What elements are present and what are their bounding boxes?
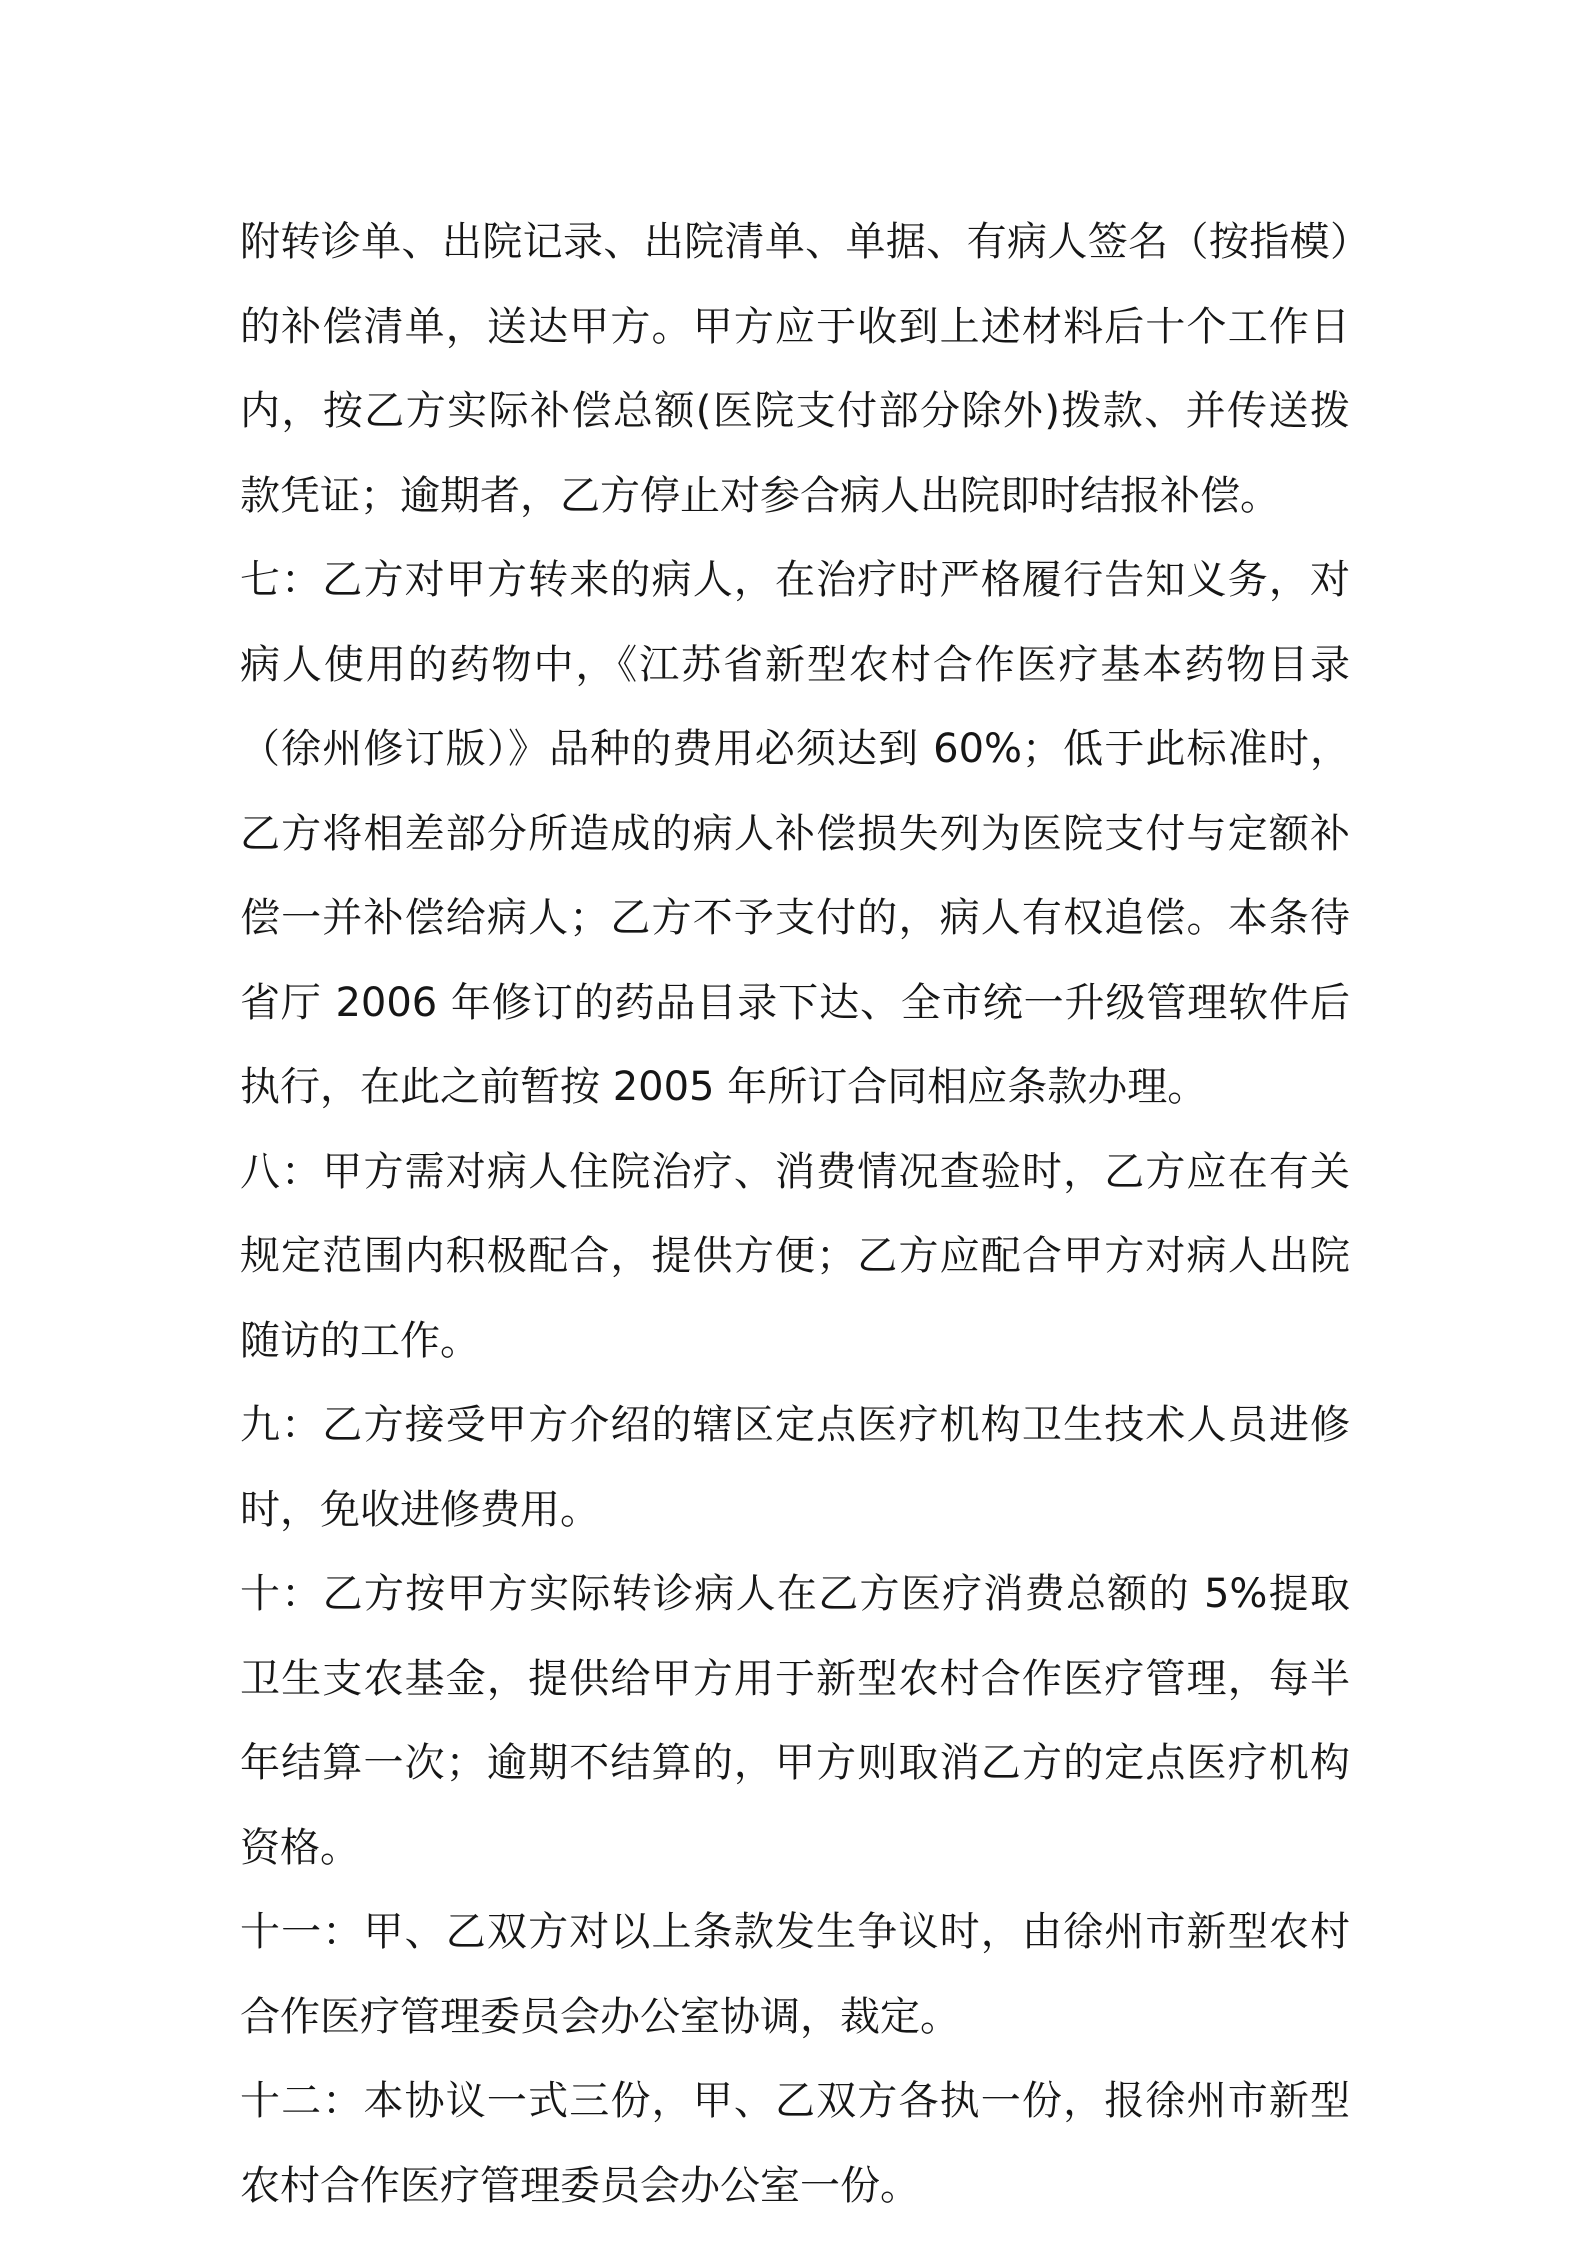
clause-8-inspection: 八：甲方需对病人住院治疗、消费情况查验时，乙方应在有关规定范围内积极配合，提供方便；乙方应配合甲方对病人出院随访的工作。 bbox=[240, 1148, 1350, 1364]
clause-7-drug-list: 七：乙方对甲方转来的病人，在治疗时严格履行告知义务，对病人使用的药物中，《江苏省新型农村合作医疗基本药物目录（徐州修订版）》品种的费用必须达到 60%；低于此标准时，乙方将相差部分所造成的病人补偿损失列为医院支付与定额补偿一并补偿给病人；乙方不予支付的，病人有权追偿。本条待省厅 2006 年修订的药品目录下达、全市统一升级管理软件后执行，在此之前暂按 2005 年所订合同相应条款办理。 bbox=[240, 557, 1350, 1110]
clause-12-copies: 十二：本协议一式三份，甲、乙双方各执一份，报徐州市新型农村合作医疗管理委员会办公室一份。 bbox=[240, 2078, 1350, 2209]
clause-9-training: 九：乙方接受甲方介绍的辖区定点医疗机构卫生技术人员进修时，免收进修费用。 bbox=[240, 1402, 1350, 1533]
paragraph-reimbursement-materials: 附转诊单、出院记录、出院清单、单据、有病人签名（按指模）的补偿清单，送达甲方。甲方应于收到上述材料后十个工作日内，按乙方实际补偿总额(医院支付部分除外)拨款、并传送拨款凭证；逾期者，乙方停止对参合病人出院即时结报补偿。 bbox=[240, 219, 1350, 519]
clause-10-fund: 十：乙方按甲方实际转诊病人在乙方医疗消费总额的 5%提取卫生支农基金，提供给甲方用于新型农村合作医疗管理，每半年结算一次；逾期不结算的，甲方则取消乙方的定点医疗机构资格。 bbox=[240, 1571, 1350, 1871]
clause-11-dispute: 十一：甲、乙双方对以上条款发生争议时，由徐州市新型农村合作医疗管理委员会办公室协调，裁定。 bbox=[240, 1909, 1350, 2040]
document-body bbox=[240, 200, 1350, 2228]
